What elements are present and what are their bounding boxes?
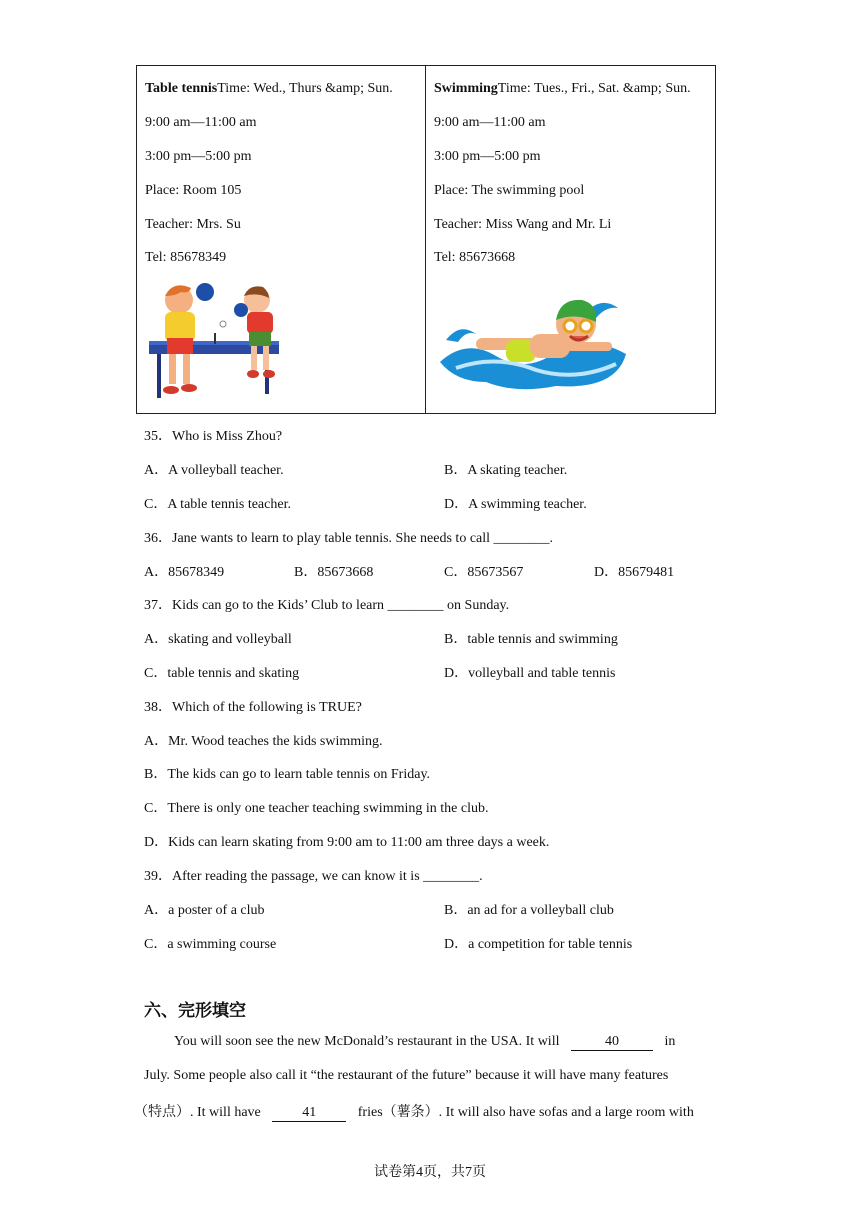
option-a: A．85678349 [144, 565, 225, 580]
option-b: B．A skating teacher. [444, 463, 568, 478]
cloze-text: （特点）. It will have [134, 1105, 261, 1120]
swimming-cell [426, 66, 715, 413]
option-b: B．table tennis and swimming [444, 632, 618, 647]
cloze-line-1 [174, 1034, 675, 1051]
blank-41[interactable]: 41 [272, 1105, 346, 1122]
table-tennis-kids-illustration [145, 278, 305, 406]
question-stem: 38．Which of the following is TRUE? [144, 700, 362, 715]
option-a: A．Mr. Wood teaches the kids swimming. [144, 734, 383, 749]
table-tennis-cell [137, 66, 426, 413]
table-tennis-title: Table tennis [145, 81, 218, 96]
option-a: A．A volleyball teacher. [144, 463, 284, 478]
swimming-place: Place: The swimming pool [434, 183, 585, 198]
swimming-morning: 9:00 am—11:00 am [434, 115, 546, 130]
question-stem: 35．Who is Miss Zhou? [144, 429, 283, 444]
cloze-text: fries（薯条）. It will also have sofas and a large room with [357, 1105, 694, 1120]
table-tennis-time-line [145, 81, 393, 97]
option-b: B．85673668 [294, 565, 374, 580]
table-tennis-teacher: Teacher: Mrs. Su [145, 217, 241, 232]
option-b: B．The kids can go to learn table tennis on Friday. [144, 767, 431, 782]
swimming-boy-illustration [436, 282, 636, 398]
table-tennis-time: Time: Wed., Thurs &amp; Sun. [217, 81, 393, 96]
option-c: C．A table tennis teacher. [144, 497, 291, 512]
blank-40[interactable]: 40 [571, 1034, 653, 1051]
question-stem: 36．Jane wants to learn to play table tennis. She needs to call ________. [144, 531, 554, 546]
table-tennis-place: Place: Room 105 [145, 183, 242, 198]
question-stem: 37．Kids can go to the Kids’ Club to learn ________ on Sunday. [144, 598, 510, 613]
option-a: A．a poster of a club [144, 903, 265, 918]
table-tennis-morning: 9:00 am—11:00 am [145, 115, 257, 130]
cloze-line-3 [134, 1101, 694, 1122]
swimming-tel: Tel: 85673668 [434, 250, 516, 265]
table-tennis-tel: Tel: 85678349 [145, 250, 227, 265]
page-footer: 试卷第4页，共7页 [374, 1165, 486, 1180]
question-stem: 39．After reading the passage, we can know it is ________. [144, 869, 483, 884]
cloze-text: You will soon see the new McDonald’s restaurant in the USA. It will [174, 1034, 560, 1049]
option-c: C．There is only one teacher teaching swimming in the club. [144, 801, 489, 816]
section-title: 六、完形填空 [144, 1001, 246, 1021]
option-c: C．85673567 [444, 565, 524, 580]
option-d: D．Kids can learn skating from 9:00 am to 11:00 am three days a week. [144, 835, 550, 850]
option-d: D．volleyball and table tennis [444, 666, 616, 681]
swimming-time-line [434, 81, 691, 97]
option-c: C．a swimming course [144, 937, 277, 952]
option-d: D．a competition for table tennis [444, 937, 633, 952]
cloze-text: in [664, 1034, 676, 1049]
swimming-title: Swimming [434, 81, 498, 96]
option-b: B．an ad for a volleyball club [444, 903, 614, 918]
option-d: D．A swimming teacher. [444, 497, 587, 512]
option-d: D．85679481 [594, 565, 675, 580]
swimming-teacher: Teacher: Miss Wang and Mr. Li [434, 217, 612, 232]
table-tennis-afternoon: 3:00 pm—5:00 pm [145, 149, 252, 164]
swimming-afternoon: 3:00 pm—5:00 pm [434, 149, 541, 164]
swimming-time: Time: Tues., Fri., Sat. &amp; Sun. [497, 81, 691, 96]
option-a: A．skating and volleyball [144, 632, 292, 647]
club-info-table [136, 65, 716, 414]
cloze-line-2: July. Some people also call it “the restaurant of the future” because it will have many features [144, 1068, 669, 1083]
option-c: C．table tennis and skating [144, 666, 300, 681]
